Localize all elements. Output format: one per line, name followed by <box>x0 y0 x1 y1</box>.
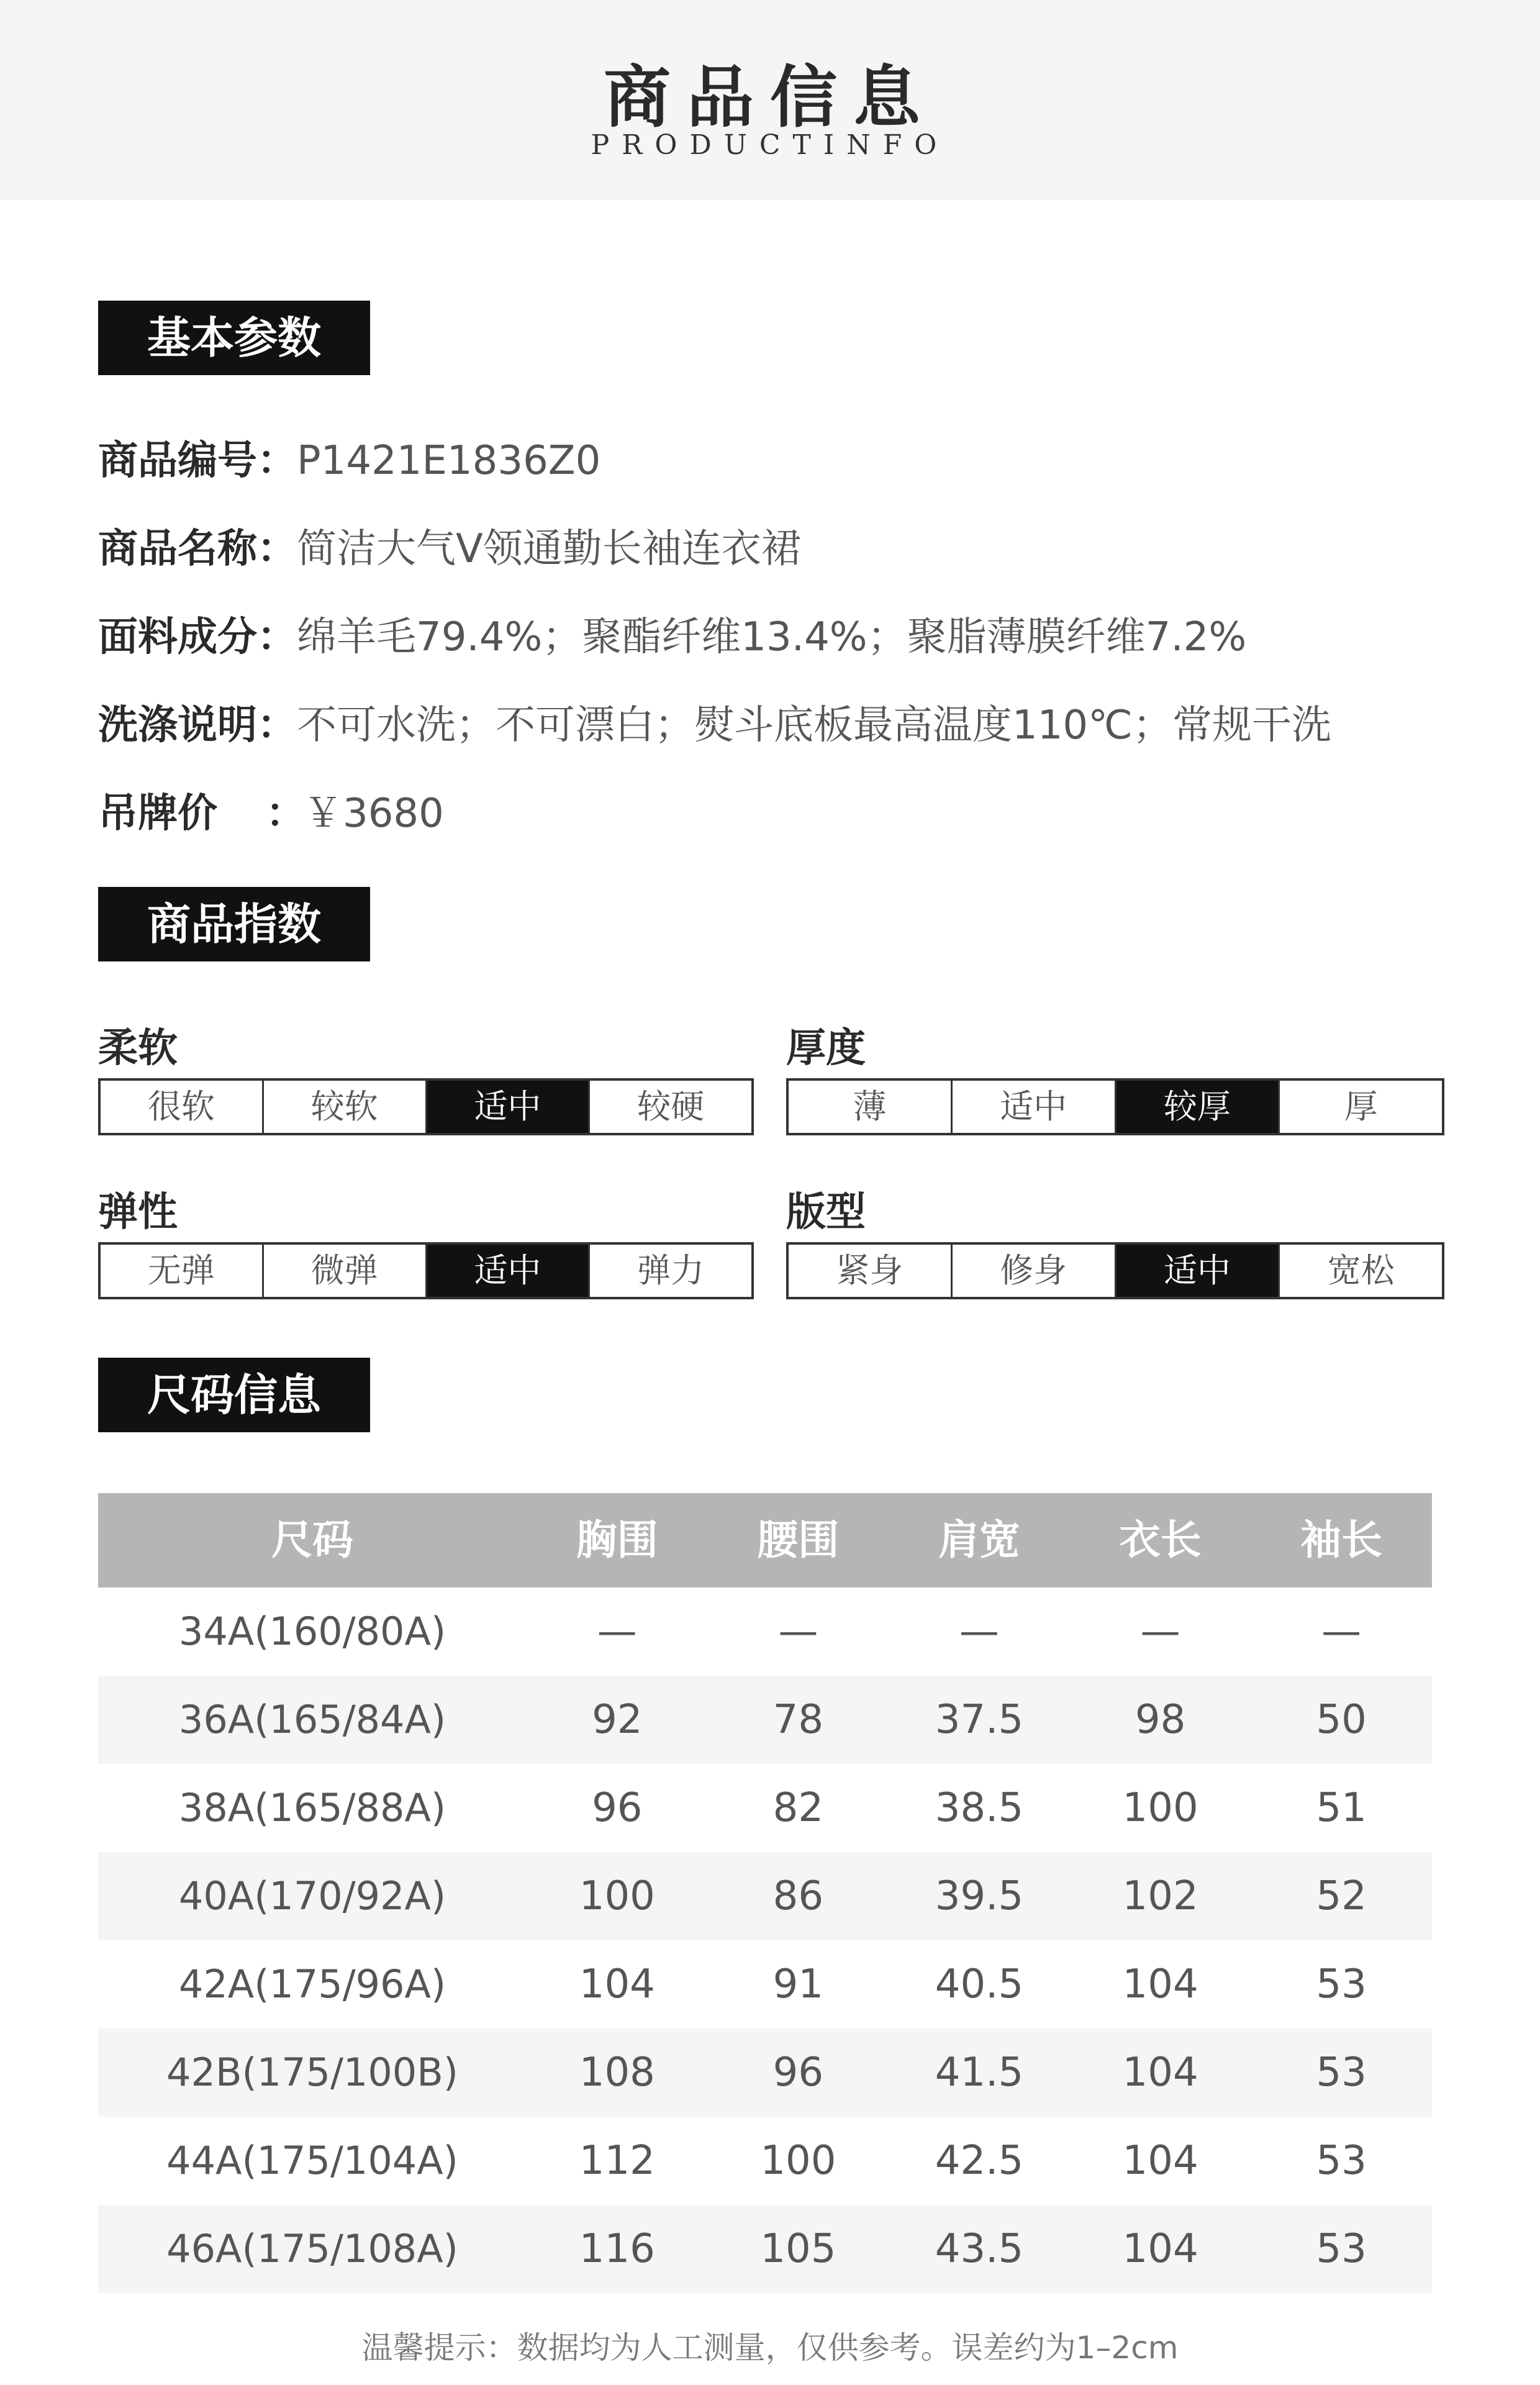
measure-cell: 112 <box>579 2138 655 2184</box>
section-label-index: 商品指数 <box>98 887 370 961</box>
table-header-row <box>98 1493 1432 1588</box>
section-label-size: 尺码信息 <box>98 1358 370 1432</box>
param-key: 吊牌价 <box>98 791 217 837</box>
scale-option: 紧身 <box>789 1245 953 1297</box>
scale-option: 微弹 <box>264 1245 427 1297</box>
measure-cell: 104 <box>1122 2138 1198 2184</box>
measure-cell: 96 <box>592 1785 643 1831</box>
measure-cell: 100 <box>579 1873 655 1919</box>
measure-cell: 96 <box>772 2050 824 2096</box>
measure-cell: 78 <box>772 1697 824 1743</box>
param-row-name <box>98 517 801 574</box>
param-value: 绵羊毛79.4%；聚酯纤维13.4%；聚脂薄膜纤维7.2% <box>297 614 1247 660</box>
column-header: 尺码 <box>271 1516 353 1564</box>
column-header: 腰围 <box>757 1516 840 1564</box>
measure-cell: 41.5 <box>935 2050 1024 2096</box>
column-header: 衣长 <box>1119 1516 1202 1564</box>
scale-option-selected: 适中 <box>427 1245 591 1297</box>
table-row <box>98 2117 1432 2205</box>
scale-fit <box>786 1242 1444 1299</box>
table-row <box>98 1764 1432 1852</box>
param-key: 商品名称： <box>98 526 297 572</box>
param-row-fabric <box>98 605 1246 662</box>
measure-cell: 104 <box>1122 2226 1198 2272</box>
measure-cell: 82 <box>772 1785 824 1831</box>
size-table <box>98 1493 1432 2293</box>
size-cell: 42B(175/100B) <box>166 2050 458 2095</box>
scale-option: 弹力 <box>590 1245 751 1297</box>
scale-elasticity <box>98 1242 754 1299</box>
index-title-softness: 柔软 <box>98 1025 178 1071</box>
param-key: 商品编号： <box>98 438 297 484</box>
size-cell: 42A(175/96A) <box>178 1961 446 2007</box>
page-subtitle: PRODUCTINFO <box>591 129 949 161</box>
index-title-thickness: 厚度 <box>786 1025 866 1071</box>
param-key: 洗涤说明： <box>98 702 297 748</box>
measure-cell: 53 <box>1316 2226 1367 2272</box>
measure-cell: — <box>959 1609 999 1655</box>
measure-cell: 116 <box>579 2226 655 2272</box>
measure-cell: 39.5 <box>935 1873 1024 1919</box>
page-title: 商品信息 <box>603 59 936 137</box>
index-title-elasticity: 弹性 <box>98 1189 178 1235</box>
header-banner <box>0 0 1540 200</box>
table-body <box>98 1588 1432 2293</box>
measure-cell: 100 <box>1122 1785 1198 1831</box>
param-value: ￥3680 <box>303 791 444 837</box>
measure-cell: — <box>597 1609 637 1655</box>
size-cell: 46A(175/108A) <box>166 2226 458 2271</box>
measure-cell: 51 <box>1316 1785 1367 1831</box>
scale-option: 无弹 <box>101 1245 264 1297</box>
measure-cell: 37.5 <box>935 1697 1024 1743</box>
scale-option-selected: 适中 <box>1116 1245 1280 1297</box>
index-title-fit: 版型 <box>786 1189 866 1235</box>
column-header: 胸围 <box>576 1516 658 1564</box>
measure-cell: 53 <box>1316 2050 1367 2096</box>
measure-cell: 53 <box>1316 1961 1367 2007</box>
param-row-wash <box>98 693 1331 750</box>
column-header: 袖长 <box>1300 1516 1383 1564</box>
scale-option: 较硬 <box>590 1081 751 1133</box>
param-value: 简洁大气V领通勤长袖连衣裙 <box>297 526 801 572</box>
param-value: P1421E1836Z0 <box>297 438 601 484</box>
scale-option: 很软 <box>101 1081 264 1133</box>
measure-cell: 86 <box>772 1873 824 1919</box>
scale-option: 宽松 <box>1280 1245 1442 1297</box>
measure-cell: 108 <box>579 2050 655 2096</box>
size-cell: 34A(160/80A) <box>178 1609 446 1654</box>
scale-option-selected: 较厚 <box>1116 1081 1280 1133</box>
measure-cell: 102 <box>1122 1873 1198 1919</box>
measure-cell: 98 <box>1135 1697 1186 1743</box>
param-row-item-no <box>98 429 600 486</box>
table-row <box>98 1940 1432 2028</box>
scale-option: 修身 <box>953 1245 1116 1297</box>
table-row <box>98 1588 1432 1676</box>
measure-cell: — <box>1321 1609 1362 1655</box>
measure-cell: 104 <box>1122 2050 1198 2096</box>
measure-cell: 43.5 <box>935 2226 1024 2272</box>
scale-option: 较软 <box>264 1081 427 1133</box>
footnote: 温馨提示：数据均为人工测量，仅供参考。误差约为1–2cm <box>361 2330 1179 2366</box>
measure-cell: 91 <box>772 1961 824 2007</box>
param-row-price <box>98 781 444 838</box>
measure-cell: 53 <box>1316 2138 1367 2184</box>
size-cell: 38A(165/88A) <box>178 1785 446 1830</box>
param-key: 面料成分： <box>98 614 297 660</box>
size-cell: 36A(165/84A) <box>178 1697 446 1742</box>
measure-cell: 104 <box>1122 1961 1198 2007</box>
measure-cell: 105 <box>760 2226 836 2272</box>
param-value: 不可水洗；不可漂白；熨斗底板最高温度110℃；常规干洗 <box>297 702 1332 748</box>
measure-cell: 92 <box>592 1697 643 1743</box>
scale-option-selected: 适中 <box>427 1081 591 1133</box>
scale-thickness <box>786 1078 1444 1135</box>
table-row <box>98 2205 1432 2293</box>
table-row <box>98 1852 1432 1940</box>
param-separator: ： <box>266 791 306 837</box>
table-row <box>98 2028 1432 2117</box>
measure-cell: 52 <box>1316 1873 1367 1919</box>
scale-option: 厚 <box>1280 1081 1442 1133</box>
size-cell: 44A(175/104A) <box>166 2138 458 2183</box>
measure-cell: 104 <box>579 1961 655 2007</box>
measure-cell: 40.5 <box>935 1961 1024 2007</box>
size-cell: 40A(170/92A) <box>178 1873 446 1919</box>
scale-option: 薄 <box>789 1081 953 1133</box>
measure-cell: 38.5 <box>935 1785 1024 1831</box>
section-label-basic: 基本参数 <box>98 301 370 375</box>
scale-option: 适中 <box>953 1081 1116 1133</box>
measure-cell: — <box>1140 1609 1180 1655</box>
table-row <box>98 1676 1432 1764</box>
measure-cell: 50 <box>1316 1697 1367 1743</box>
column-header: 肩宽 <box>938 1516 1020 1564</box>
measure-cell: — <box>778 1609 818 1655</box>
measure-cell: 100 <box>760 2138 836 2184</box>
scale-softness <box>98 1078 754 1135</box>
measure-cell: 42.5 <box>935 2138 1024 2184</box>
